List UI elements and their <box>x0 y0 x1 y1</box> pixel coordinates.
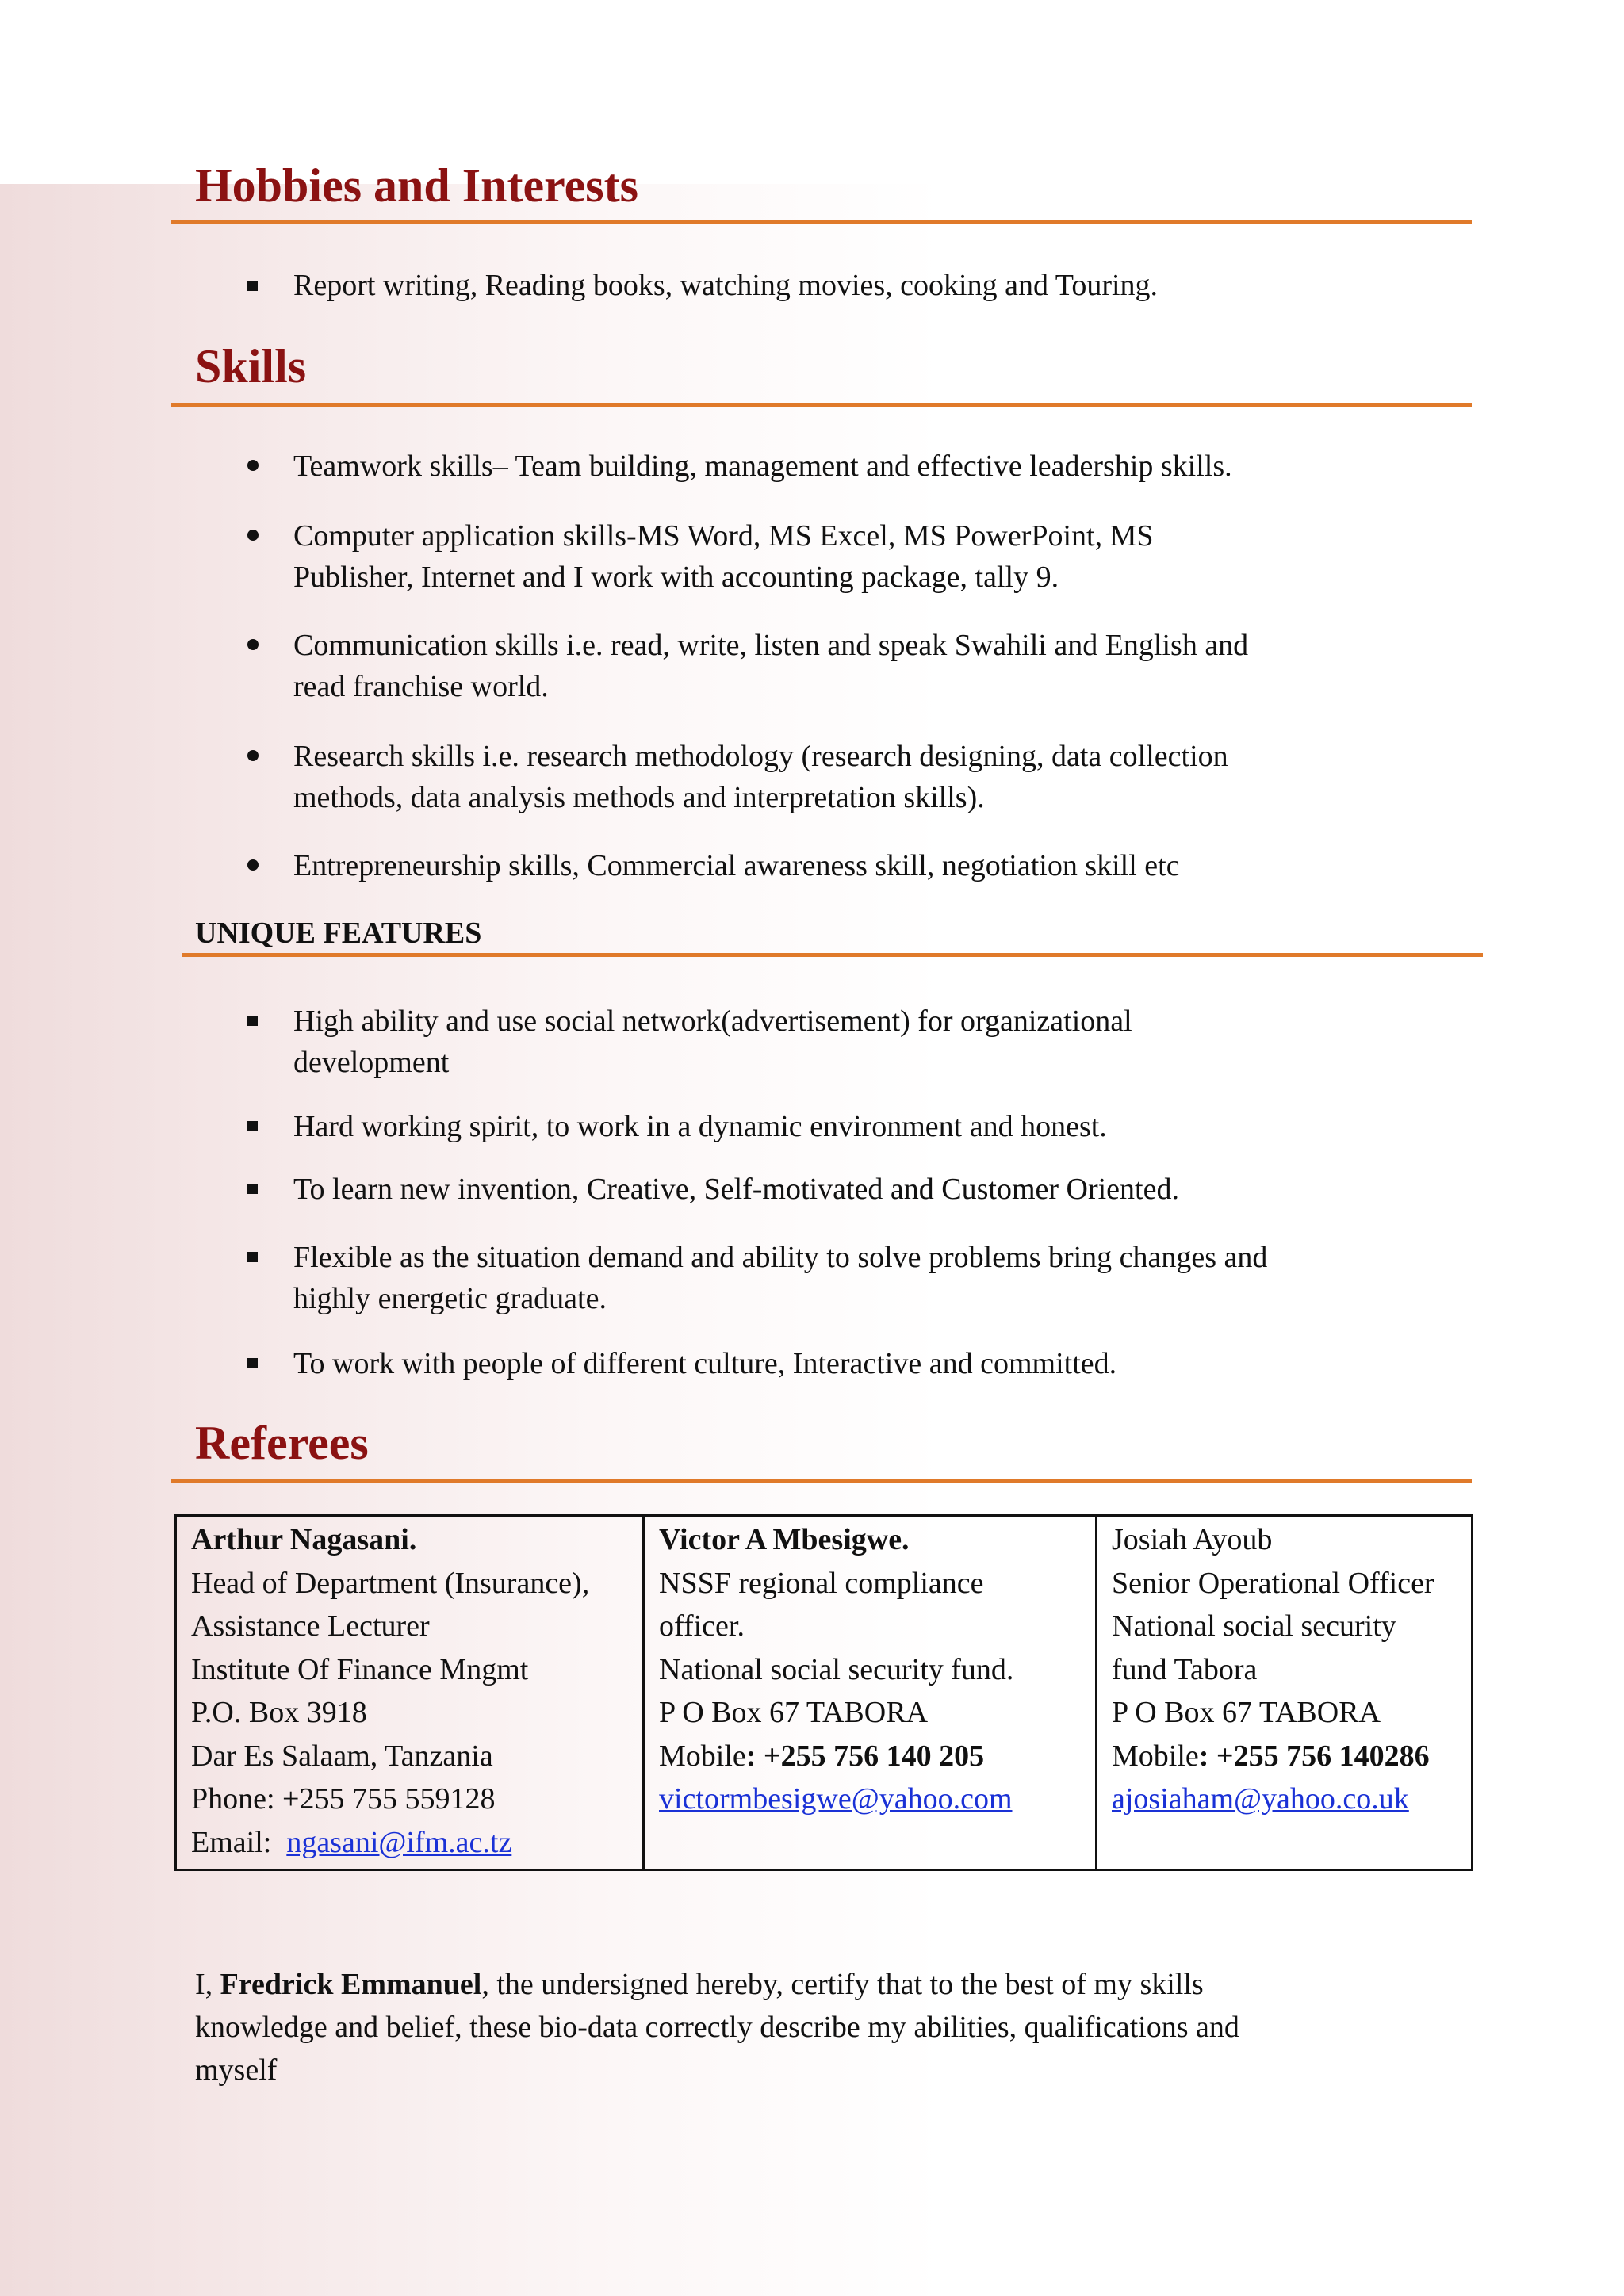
square-bullet-icon <box>247 281 258 291</box>
round-bullet-icon <box>247 460 259 471</box>
unique-features-item-line: Flexible as the situation demand and ability to solve problems bring changes and <box>293 1241 1268 1274</box>
unique-features-heading: UNIQUE FEATURES <box>195 916 482 950</box>
referee-line: Institute Of Finance Mngmt <box>191 1652 529 1686</box>
skills-rule <box>171 403 1472 407</box>
referee-line: National social security <box>1112 1609 1396 1643</box>
referee-line: Senior Operational Officer <box>1112 1566 1434 1600</box>
referee-name: Victor A Mbesigwe. <box>659 1523 910 1556</box>
referee-line: National social security fund. <box>659 1652 1014 1686</box>
referee-email-link[interactable]: ajosiaham@yahoo.co.uk <box>1112 1782 1409 1816</box>
referee-line: Assistance Lecturer <box>191 1609 430 1643</box>
referee-line: officer. <box>659 1609 745 1643</box>
certification-line <box>195 1963 1385 2006</box>
table-row <box>176 1516 1473 1870</box>
referees-heading: Referees <box>195 1417 369 1469</box>
unique-features-item-line: To learn new invention, Creative, Self-motivated and Customer Oriented. <box>293 1173 1179 1206</box>
referee-line: Dar Es Salaam, Tanzania <box>191 1739 493 1773</box>
unique-features-item-line: development <box>293 1046 450 1079</box>
referee-line: fund Tabora <box>1112 1652 1258 1686</box>
skills-item-line: Research skills i.e. research methodology (research designing, data collection <box>293 740 1228 773</box>
square-bullet-icon <box>247 1121 258 1131</box>
referee-cell-3 <box>1097 1516 1473 1870</box>
unique-features-item-line: Hard working spirit, to work in a dynamic environment and honest. <box>293 1110 1107 1143</box>
referee-email-link[interactable]: ngasani@ifm.ac.tz <box>286 1825 512 1859</box>
hobbies-heading: Hobbies and Interests <box>195 159 638 212</box>
unique-features-rule <box>182 953 1483 957</box>
square-bullet-icon <box>247 1016 258 1026</box>
referee-mobile-line <box>659 1735 1081 1778</box>
referees-table <box>174 1514 1473 1871</box>
certification-line: knowledge and belief, these bio-data correctly describe my abilities, qualifications and <box>195 2011 1239 2044</box>
referee-line: NSSF regional compliance <box>659 1566 984 1600</box>
referees-rule <box>171 1479 1472 1483</box>
mobile-label: Mobile <box>1112 1739 1199 1773</box>
unique-features-item-line: High ability and use social network(advertisement) for organizational <box>293 1004 1132 1038</box>
certification-line: myself <box>195 2053 278 2087</box>
certification-paragraph <box>195 1963 1385 2091</box>
round-bullet-icon <box>247 639 259 650</box>
referee-cell-2 <box>644 1516 1097 1870</box>
applicant-name: Fredrick Emmanuel <box>220 1968 482 2001</box>
skills-item-line: methods, data analysis methods and interpretation skills). <box>293 781 985 814</box>
unique-features-item-line: highly energetic graduate. <box>293 1282 607 1315</box>
mobile-label: Mobile <box>659 1739 746 1773</box>
referee-email-line <box>1112 1777 1457 1821</box>
square-bullet-icon <box>247 1252 258 1262</box>
hobbies-item-text: Report writing, Reading books, watching movies, cooking and Touring. <box>293 269 1159 302</box>
referee-line: Head of Department (Insurance), <box>191 1566 590 1600</box>
referee-phone: Phone: +255 755 559128 <box>191 1782 496 1816</box>
referee-line: P O Box 67 TABORA <box>659 1696 929 1729</box>
referee-line: P O Box 67 TABORA <box>1112 1696 1381 1729</box>
email-label: Email: <box>191 1825 272 1859</box>
hobbies-rule <box>171 220 1472 224</box>
certification-text: , the undersigned hereby, certify that to the best of my skills <box>481 1968 1204 2001</box>
skills-item-line: Teamwork skills– Team building, management and effective leadership skills. <box>293 450 1232 483</box>
skills-heading: Skills <box>195 340 307 392</box>
referee-email-line <box>191 1821 628 1865</box>
referee-email-link[interactable]: victormbesigwe@yahoo.com <box>659 1782 1013 1816</box>
round-bullet-icon <box>247 750 259 761</box>
square-bullet-icon <box>247 1358 258 1368</box>
round-bullet-icon <box>247 530 259 541</box>
square-bullet-icon <box>247 1184 258 1194</box>
unique-features-item-line: To work with people of different culture, Interactive and committed. <box>293 1347 1117 1380</box>
skills-item-line: Publisher, Internet and I work with accounting package, tally 9. <box>293 561 1059 594</box>
referee-name: Josiah Ayoub <box>1112 1523 1273 1556</box>
mobile-number: : +255 756 140 205 <box>745 1739 985 1773</box>
referee-line: P.O. Box 3918 <box>191 1696 367 1729</box>
referee-name: Arthur Nagasani. <box>191 1523 417 1556</box>
skills-item-line: Entrepreneurship skills, Commercial awareness skill, negotiation skill etc <box>293 849 1180 882</box>
referee-mobile-line <box>1112 1735 1457 1778</box>
skills-item-line: read franchise world. <box>293 670 549 703</box>
referee-cell-1 <box>176 1516 644 1870</box>
referee-email-line <box>659 1777 1081 1821</box>
skills-item-line: Communication skills i.e. read, write, listen and speak Swahili and English and <box>293 629 1249 662</box>
round-bullet-icon <box>247 859 259 871</box>
mobile-number: : +255 756 140286 <box>1198 1739 1430 1773</box>
skills-item-line: Computer application skills-MS Word, MS Excel, MS PowerPoint, MS <box>293 519 1154 553</box>
certification-prefix: I, <box>195 1968 220 2001</box>
